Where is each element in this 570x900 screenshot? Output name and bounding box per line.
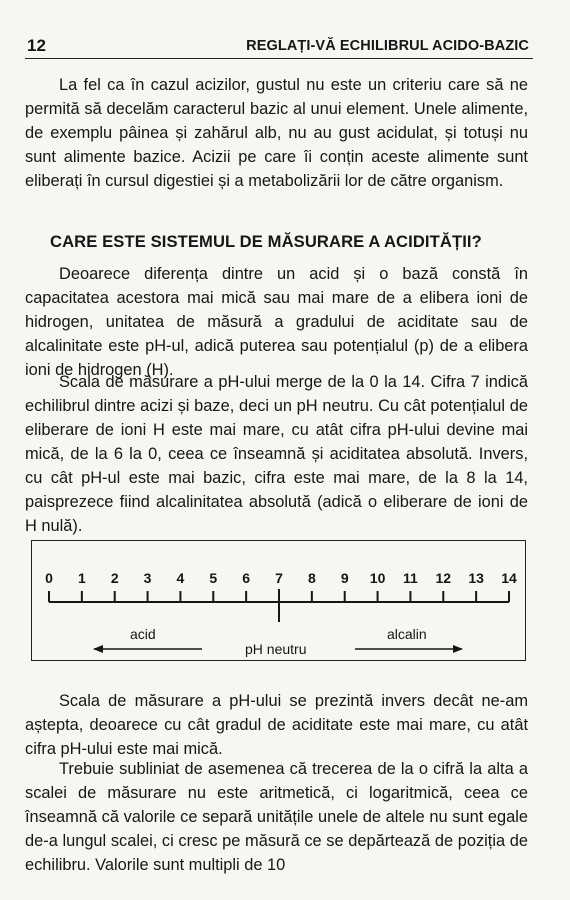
page-header bbox=[25, 36, 533, 59]
scale-tick-label-11: 11 bbox=[403, 570, 418, 586]
scale-tick-label-7: 7 bbox=[275, 570, 283, 586]
scale-tick-label-12: 12 bbox=[435, 570, 452, 586]
paragraph-inverse-scale: Scala de măsurare a pH-ului se prezintă invers decât ne-am aștepta, deoarece cu cât gradul de aciditate este mai mare, cu atât cifra pH-ului este mai mică. bbox=[25, 692, 528, 758]
scale-tick-label-1: 1 bbox=[77, 570, 86, 586]
scale-tick-label-2: 2 bbox=[110, 570, 119, 586]
paragraph-taste: La fel ca în cazul acizilor, gustul nu este un criteriu care să ne permită să decelăm caracterul bazic al unui element. Unele alimente, de exemplu pâinea și zahărul alb, nu au gust acidulat, și totuși nu sunt alimente bazice. Acizii pe care îi conțin aceste alimente sunt eliberați în cursul digestiei și a metabolizării lor de către organism. bbox=[25, 76, 528, 190]
scale-tick-label-13: 13 bbox=[468, 570, 484, 586]
ph-scale-diagram bbox=[31, 540, 526, 661]
alkaline-label: alcalin bbox=[387, 626, 427, 642]
scale-tick-label-8: 8 bbox=[307, 570, 316, 586]
scale-tick-label-6: 6 bbox=[242, 570, 251, 586]
scale-tick-label-3: 3 bbox=[143, 570, 152, 586]
scale-tick-label-5: 5 bbox=[209, 570, 218, 586]
acid-label: acid bbox=[130, 626, 156, 642]
scale-tick-label-0: 0 bbox=[45, 570, 53, 586]
scale-tick-label-14: 14 bbox=[501, 570, 517, 586]
paragraph-ph-scale: Scala de măsurare a pH-ului merge de la 0 la 14. Cifra 7 indică echilibrul dintre acizi și baze, deci un pH neutru. Cu cât potențialul de eliberare de ioni H este mai mare, cu atât cifra pH-ului devine mai mică, de la 6 la 0, ceea ce înseamnă și aciditatea absolută. Invers, cu cât pH-ul este mai bazic, cifra este mai mare, de la 8 la 14, paisprezece fiind alcalinitatea absolută (adică o eliberare de ioni de H nulă). bbox=[25, 373, 528, 535]
scale-tick-label-10: 10 bbox=[369, 570, 386, 586]
running-title: REGLAȚI-VĂ ECHILIBRUL ACIDO-BAZIC bbox=[246, 38, 529, 54]
paragraph-ph-definition: Deoarece diferența dintre un acid și o bază constă în capacitatea acestora mai mică sau mai mare de a elibera ioni de hidrogen, unitatea de măsură a gradului de aciditate sau de alcalinitate este pH-ul, adică puterea sau potențialul (p) de a elibera ioni de hidrogen (H). bbox=[25, 265, 528, 379]
scale-tick-label-9: 9 bbox=[340, 570, 349, 586]
section-title: CARE ESTE SISTEMUL DE MĂSURARE A ACIDITĂȚII? bbox=[50, 232, 482, 251]
page-number: 12 bbox=[27, 36, 46, 55]
neutral-label: pH neutru bbox=[245, 641, 307, 657]
paragraph-logarithmic: Trebuie subliniat de asemenea că trecerea de la o cifră la alta a scalei de măsurare nu este aritmetică, ci logaritmică, ceea ce înseamnă că valorile ce separă unitățile unele de altele nu sunt egale de-a lungul scalei, ci cresc pe măsură ce se depărtează de poziția de echilibru. Valorile sunt multipli de 10 bbox=[25, 760, 528, 874]
scale-tick-label-4: 4 bbox=[176, 570, 185, 586]
ph-scale-svg bbox=[32, 541, 527, 662]
